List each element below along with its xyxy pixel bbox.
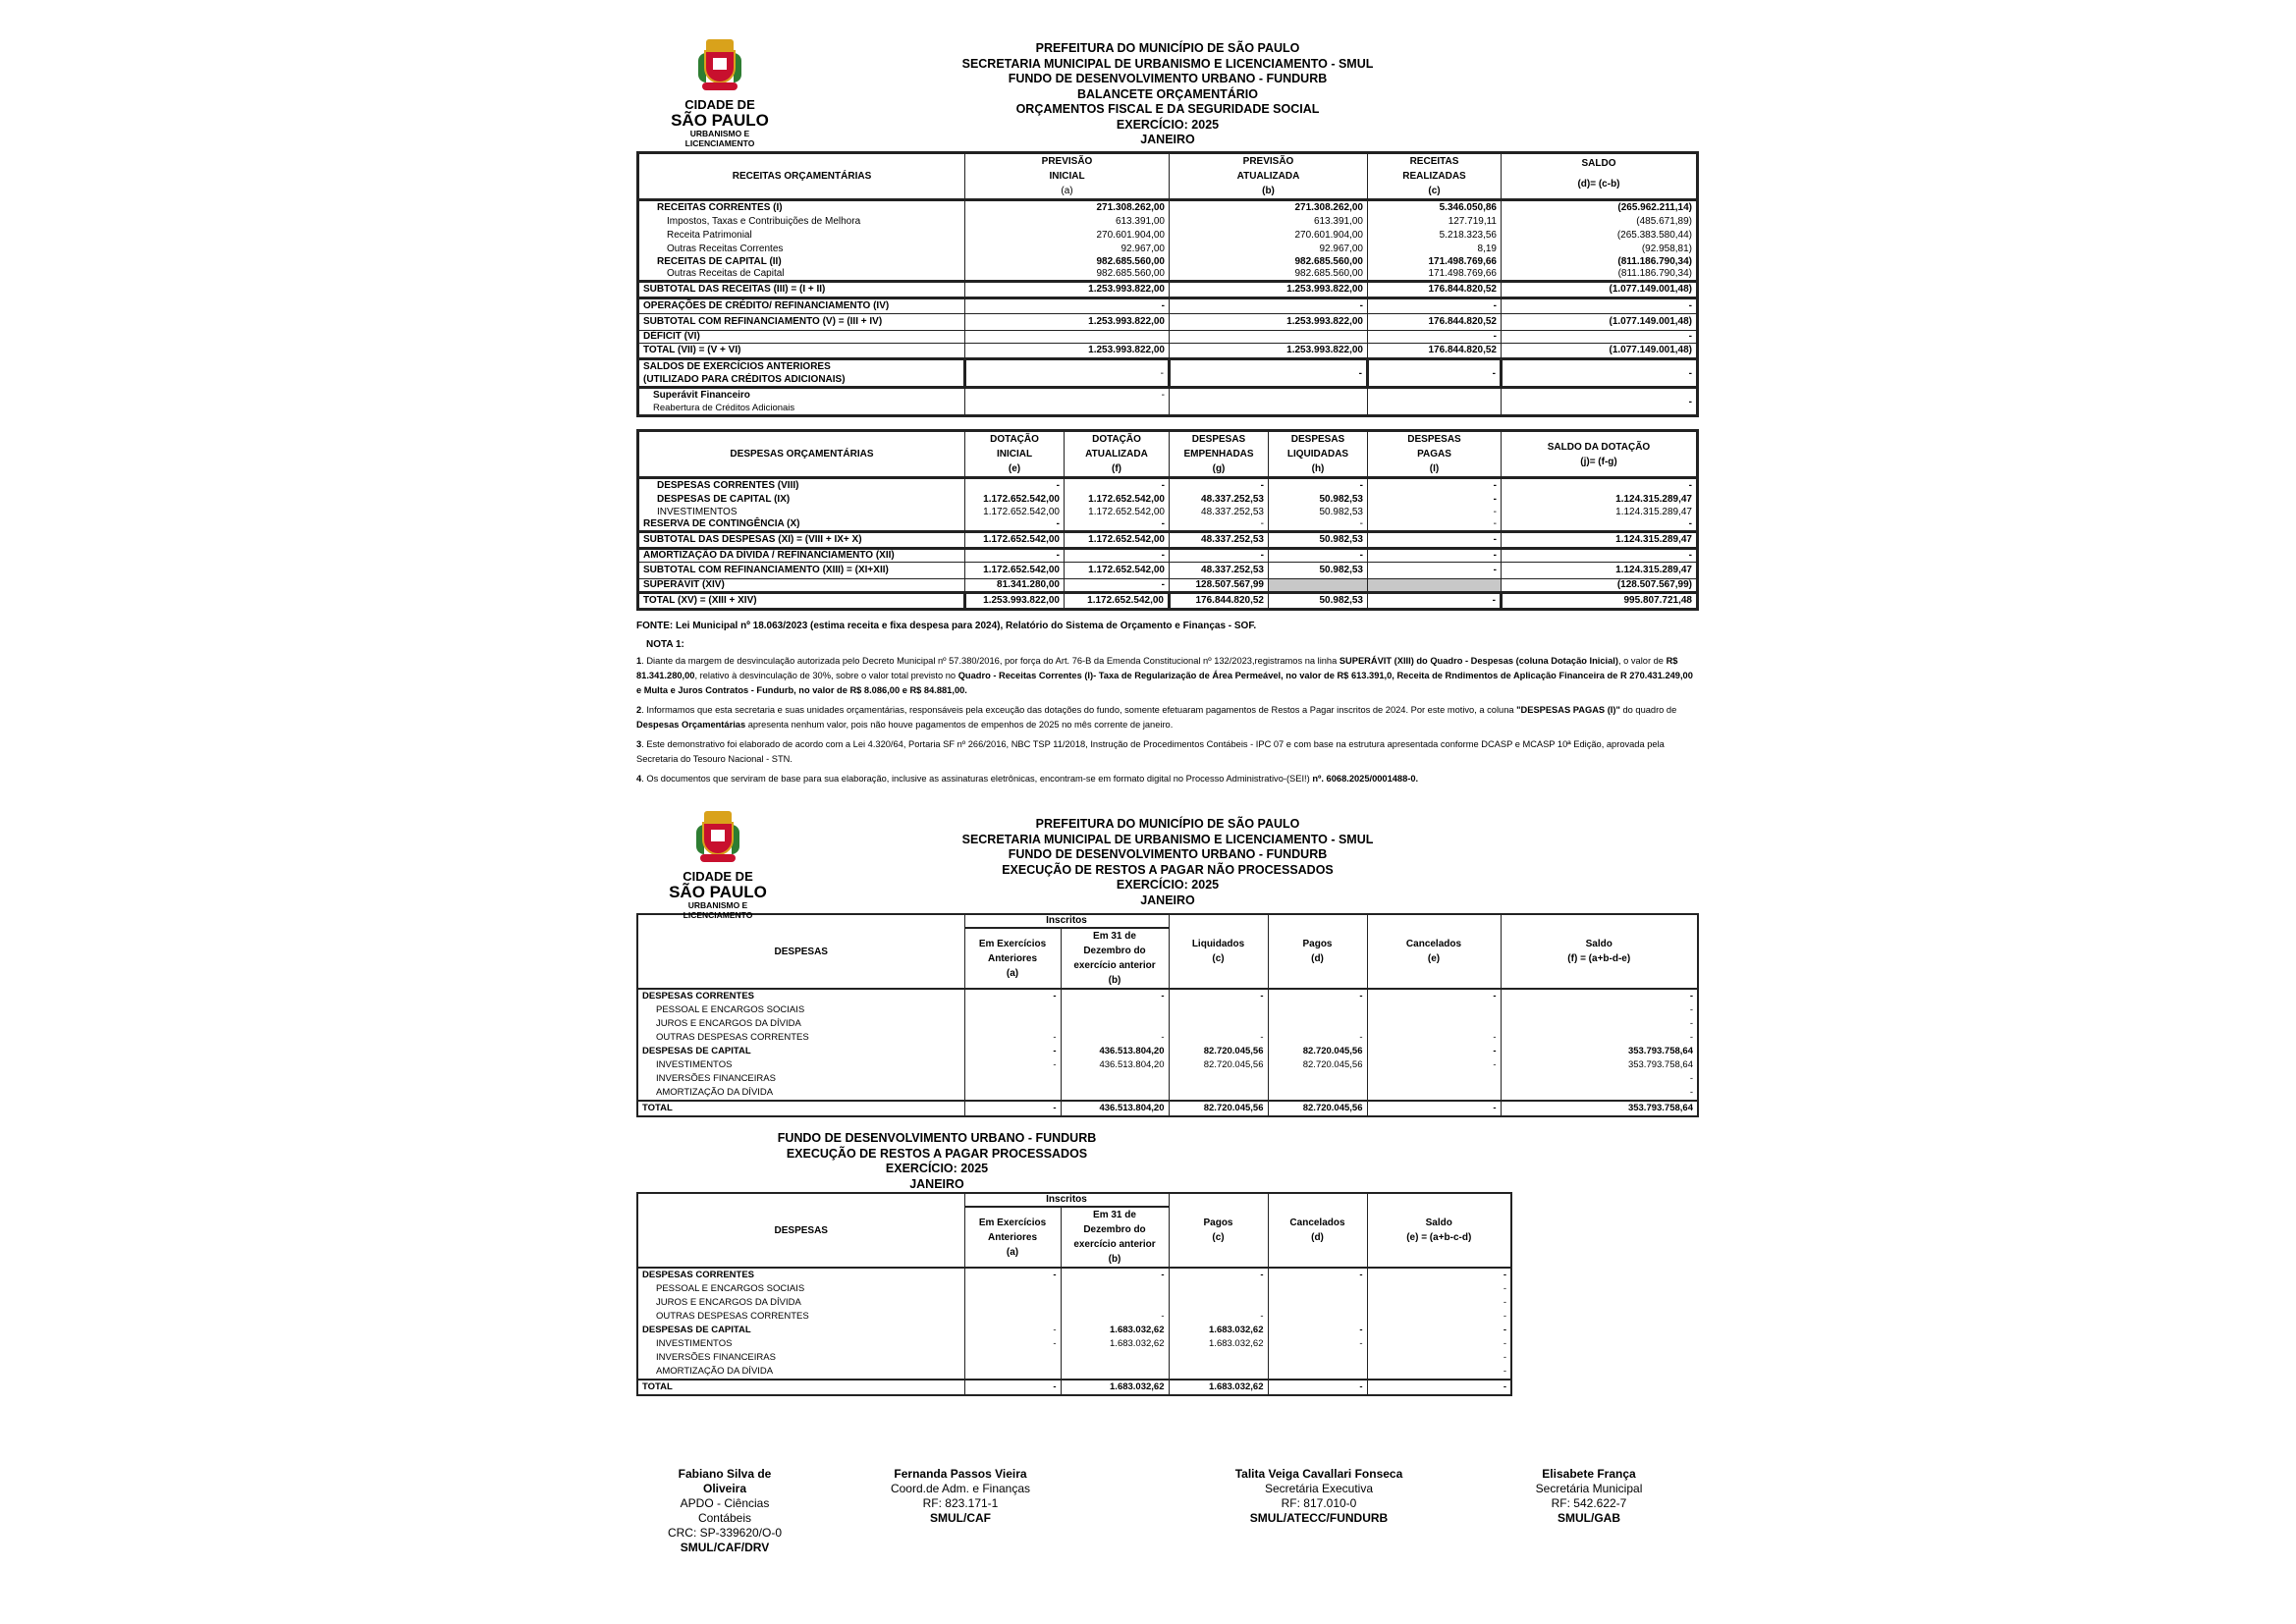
- table-row: RESERVA DE CONTINGÊNCIA (X) - - - - - -: [638, 518, 1698, 532]
- header-saldo: Saldo (f) = (a+b-d-e): [1501, 914, 1698, 989]
- note-2: 2. Informamos que esta secretaria e suas unidades orçamentárias, responsáveis pela exceução das dotações do fundo, somente efetuaram pagamentos de Restos a Pagar inscritos de 2024. Por este motivo, a coluna "DESPESAS PAGAS (I)" do quadro de Despesas Orçamentárias apresenta nenhum valor, pois não houve pagamentos de empenhos de 2025 no mês corrente de janeiro.: [636, 705, 1677, 730]
- header-saldo: SALDO (d)= (c-b): [1502, 153, 1698, 200]
- table-row: PESSOAL E ENCARGOS SOCIAIS -: [637, 1282, 1511, 1296]
- header-dotacao-atualizada: DOTAÇÃO ATUALIZADA (f): [1065, 431, 1170, 478]
- table-row: SUBTOTAL DAS RECEITAS (III) = (I + II) 1.253.993.822,00 1.253.993.822,00 176.844.820,52 (1.077.149.001,48): [638, 282, 1698, 298]
- header-inscritos: Inscritos: [964, 914, 1169, 928]
- signature-block: Fabiano Silva de Oliveira APDO - Ciências Contábeis CRC: SP-339620/O-0 SMUL/CAF/DRV: [667, 1467, 783, 1554]
- table-row: TOTAL - 436.513.804,20 82.720.045,56 82.720.045,56 - 353.793.758,64: [637, 1101, 1698, 1116]
- header-liquidados: Liquidados (c): [1169, 914, 1268, 989]
- header-em-31-dezembro: Em 31 de Dezembro do exercício anterior (b): [1061, 928, 1169, 989]
- table-row: DESPESAS DE CAPITAL (IX) 1.172.652.542,00 1.172.652.542,00 48.337.252,53 50.982,53 - 1.124.315.289,47: [638, 493, 1698, 507]
- header-despesas: DESPESAS ORÇAMENTÁRIAS: [730, 449, 874, 460]
- nota-title: NOTA 1:: [646, 639, 684, 650]
- table-row: SUBTOTAL COM REFINANCIAMENTO (XIII) = (XI+XII) 1.172.652.542,00 1.172.652.542,00 48.337.252,53 50.982,53 - 1.124.315.289,47: [638, 563, 1698, 579]
- rpp-table: [636, 1192, 1512, 1396]
- table-row: SUPERÁVIT (XIV) 81.341.280,00 - 128.507.567,99 (128.507.567,99): [638, 579, 1698, 593]
- despesas-table: [636, 429, 1699, 611]
- rpnp-titles: PREFEITURA DO MUNICÍPIO DE SÃO PAULO SECRETARIA MUNICIPAL DE URBANISMO E LICENCIAMENTO - SMUL FUNDO DE DESENVOLVIMENTO URBANO - FUNDURB EXECUÇÃO DE RESTOS A PAGAR NÃO PROCESSADOS EXERCÍCIO: 2025 JANEIRO: [961, 817, 1374, 907]
- header-cancelados: Cancelados (d): [1268, 1193, 1367, 1268]
- header-receitas: RECEITAS ORÇAMENTÁRIAS: [732, 171, 872, 182]
- table-row: DESPESAS CORRENTES - - - - - -: [637, 989, 1698, 1003]
- city-logo: CIDADE DE SÃO PAULO URBANISMO E LICENCIAMENTO: [664, 811, 772, 920]
- table-row: INVESTIMENTOS - 436.513.804,20 82.720.045,56 82.720.045,56 - 353.793.758,64: [637, 1058, 1698, 1072]
- notes-block: [636, 619, 1699, 786]
- rp-nao-processados-section: [636, 807, 1699, 1117]
- header-em-exercicios-anteriores: Em Exercícios Anteriores (a): [964, 1207, 1061, 1268]
- logo-line4: LICENCIAMENTO: [684, 138, 755, 148]
- table-row: DESPESAS CORRENTES - - - - -: [637, 1268, 1511, 1282]
- title-line: SECRETARIA MUNICIPAL DE URBANISMO E LICENCIAMENTO - SMUL: [961, 56, 1374, 71]
- header-inscritos: Inscritos: [964, 1193, 1169, 1207]
- rpnp-table: [636, 913, 1699, 1117]
- logo-line1: CIDADE DE: [684, 97, 755, 112]
- table-row: AMORTIZAÇÃO DA DÍVIDA -: [637, 1086, 1698, 1101]
- rpnp-header: [636, 807, 1699, 920]
- header-saldo: Saldo (e) = (a+b-c-d): [1367, 1193, 1511, 1268]
- header-receitas-realizadas: RECEITAS REALIZADAS (c): [1368, 153, 1502, 200]
- signature-block: Fernanda Passos Vieira Coord.de Adm. e Finanças RF: 823.171-1 SMUL/CAF: [890, 1467, 1031, 1525]
- table-row: JUROS E ENCARGOS DA DÍVIDA -: [637, 1296, 1511, 1310]
- note-4: 4. Os documentos que serviram de base para sua elaboração, inclusive as assinaturas eletrônicas, encontram-se em formato digital no Processo Administrativo-(SEI!) nº. 6068.2025/0001488-0.: [636, 774, 1419, 784]
- table-row: DESPESAS DE CAPITAL - 1.683.032,62 1.683.032,62 - -: [637, 1324, 1511, 1337]
- header-previsao-atualizada: PREVISÃO ATUALIZADA (b): [1170, 153, 1368, 200]
- table-row: PESSOAL E ENCARGOS SOCIAIS -: [637, 1003, 1698, 1017]
- balancete-section: [636, 29, 1699, 791]
- note-1: 1. Diante da margem de desvinculação autorizada pelo Decreto Municipal nº 57.380/2016, por força do Art. 76-B da Emenda Constitucional nº 132/2023,registramos na linha SUPERÁVIT (XIII) do Quadro - Despesas (coluna Dotação Inicial), o valor de R$ 81.341.280,00, relativo à desvinculação de 30%, sobre o valor total previsto no Quadro - Receitas Correntes (I)- Taxa de Regularização de Área Permeável, no valor de R$ 613.391,0, Receita de Rndimentos de Aplicação Financeira de R 270.431.249,00 e Multa e Juros Contratos - Fundurb, no valor de R$ 8.086,00 e R$ 84.881,00.: [636, 656, 1693, 695]
- logo-line3: URBANISMO E: [689, 129, 750, 138]
- table-row: Superávit Financeiro Reabertura de Créditos Adicionais - -: [638, 388, 1698, 416]
- signature-block: Talita Veiga Cavallari Fonseca Secretária Executiva RF: 817.010-0 SMUL/ATECC/FUNDURB: [1234, 1467, 1403, 1525]
- header-despesas: DESPESAS: [774, 1224, 828, 1236]
- title-line: JANEIRO: [1140, 133, 1195, 146]
- fonte-text: FONTE: Lei Municipal nº 18.063/2023 (estima receita e fixa despesa para 2024), Relatório do Sistema de Orçamento e Finanças - SOF.: [636, 621, 1257, 631]
- table-row: INVERSÕES FINANCEIRAS -: [637, 1351, 1511, 1365]
- table-row: JUROS E ENCARGOS DA DÍVIDA -: [637, 1017, 1698, 1031]
- title-line: FUNDO DE DESENVOLVIMENTO URBANO - FUNDURB: [1008, 72, 1328, 85]
- title-line: ORÇAMENTOS FISCAL E DA SEGURIDADE SOCIAL: [1015, 102, 1320, 116]
- table-row: TOTAL (VII) = (V + VI) 1.253.993.822,00 1.253.993.822,00 176.844.820,52 (1.077.149.001,48): [638, 344, 1698, 359]
- header-despesas: DESPESAS: [774, 946, 828, 957]
- table-row: OUTRAS DESPESAS CORRENTES - - -: [637, 1310, 1511, 1324]
- header-pagos: Pagos (c): [1169, 1193, 1268, 1268]
- table-row: RECEITAS CORRENTES (I) 271.308.262,00 271.308.262,00 5.346.050,86 (265.962.211,14): [638, 200, 1698, 216]
- note-3: 3. Este demonstrativo foi elaborado de acordo com a Lei 4.320/64, Portaria SF nº 266/2016, NBC TSP 11/2018, Instrução de Procedimentos Contábeis - IPC 07 e com base na estrutura apresentada conforme DCASP e MCASP 10ª Edição, aprovada pela Secretaria do Tesouro Nacional - STN.: [636, 739, 1665, 764]
- title-line: PREFEITURA DO MUNICÍPIO DE SÃO PAULO: [1035, 41, 1300, 55]
- header-pagos: Pagos (d): [1268, 914, 1367, 989]
- title-line: EXERCÍCIO: 2025: [1116, 117, 1220, 132]
- table-row: Impostos, Taxas e Contribuições de Melhora 613.391,00 613.391,00 127.719,11 (485.671,89): [638, 215, 1698, 229]
- rpp-titles: FUNDO DE DESENVOLVIMENTO URBANO - FUNDURB EXECUÇÃO DE RESTOS A PAGAR PROCESSADOS EXERCÍCIO: 2025 JANEIRO: [777, 1131, 1097, 1191]
- table-row: AMORTIZAÇÃO DA DÍVIDA / REFINANCIAMENTO (XII) - - - - - -: [638, 549, 1698, 563]
- balancete-header: [636, 29, 1699, 153]
- receitas-table: [636, 151, 1699, 417]
- rp-processados-section: [636, 1131, 1512, 1396]
- header-dotacao-inicial: DOTAÇÃO INICIAL (e): [965, 431, 1065, 478]
- table-row: SALDOS DE EXERCÍCIOS ANTERIORES (UTILIZADO PARA CRÉDITOS ADICIONAIS) - - - -: [638, 359, 1698, 388]
- header-previsao-inicial: PREVISÃO INICIAL (a): [965, 153, 1170, 200]
- signature-block: Elisabete França Secretária Municipal RF: 542.622-7 SMUL/GAB: [1535, 1467, 1643, 1525]
- table-row: DESPESAS DE CAPITAL - 436.513.804,20 82.720.045,56 82.720.045,56 - 353.793.758,64: [637, 1045, 1698, 1058]
- table-row: SUBTOTAL DAS DESPESAS (XI) = (VIII + IX+ X) 1.172.652.542,00 1.172.652.542,00 48.337.252,53 50.982,53 - 1.124.315.289,47: [638, 532, 1698, 549]
- balancete-titles: [636, 41, 1699, 148]
- table-row: INVESTIMENTOS - 1.683.032,62 1.683.032,62 - -: [637, 1337, 1511, 1351]
- table-row: TOTAL (XV) = (XIII + XIV) 1.253.993.822,00 1.172.652.542,00 176.844.820,52 50.982,53 - 995.807.721,48: [638, 593, 1698, 610]
- header-despesas-empenhadas: DESPESAS EMPENHADAS (g): [1170, 431, 1269, 478]
- table-row: DESPESAS CORRENTES (VIII) - - - - - -: [638, 478, 1698, 494]
- table-row: OPERAÇÕES DE CRÉDITO/ REFINANCIAMENTO (IV) - - - -: [638, 298, 1698, 314]
- table-row: RECEITAS DE CAPITAL (II) 982.685.560,00 982.685.560,00 171.498.769,66 (811.186.790,34): [638, 256, 1698, 268]
- signatures: [636, 1467, 1699, 1554]
- table-row: Receita Patrimonial 270.601.904,00 270.601.904,00 5.218.323,56 (265.383.580,44): [638, 229, 1698, 243]
- table-row: Outras Receitas Correntes 92.967,00 92.967,00 8,19 (92.958,81): [638, 243, 1698, 256]
- table-row: AMORTIZAÇÃO DA DÍVIDA -: [637, 1365, 1511, 1380]
- table-row: INVESTIMENTOS 1.172.652.542,00 1.172.652.542,00 48.337.252,53 50.982,53 - 1.124.315.289,47: [638, 507, 1698, 518]
- header-despesas-pagas: DESPESAS PAGAS (I): [1368, 431, 1502, 478]
- table-row: OUTRAS DESPESAS CORRENTES - - - - - -: [637, 1031, 1698, 1045]
- table-row: INVERSÕES FINANCEIRAS -: [637, 1072, 1698, 1086]
- table-row: TOTAL - 1.683.032,62 1.683.032,62 - -: [637, 1380, 1511, 1395]
- table-row: Outras Receitas de Capital 982.685.560,00 982.685.560,00 171.498.769,66 (811.186.790,34): [638, 268, 1698, 282]
- table-row: SUBTOTAL COM REFINANCIAMENTO (V) = (III + IV) 1.253.993.822,00 1.253.993.822,00 176.844.820,52 (1.077.149.001,48): [638, 314, 1698, 331]
- header-em-31-dezembro: Em 31 de Dezembro do exercício anterior (b): [1061, 1207, 1169, 1268]
- table-row: DÉFICIT (VI) - -: [638, 331, 1698, 344]
- title-line: BALANCETE ORÇAMENTÁRIO: [1076, 86, 1259, 101]
- header-cancelados: Cancelados (e): [1367, 914, 1501, 989]
- header-em-exercicios-anteriores: Em Exercícios Anteriores (a): [964, 928, 1061, 989]
- header-despesas-liquidadas: DESPESAS LIQUIDADAS (h): [1269, 431, 1368, 478]
- logo-line2: SÃO PAULO: [671, 111, 769, 130]
- header-saldo-dotacao: SALDO DA DOTAÇÃO (j)= (f-g): [1502, 431, 1698, 478]
